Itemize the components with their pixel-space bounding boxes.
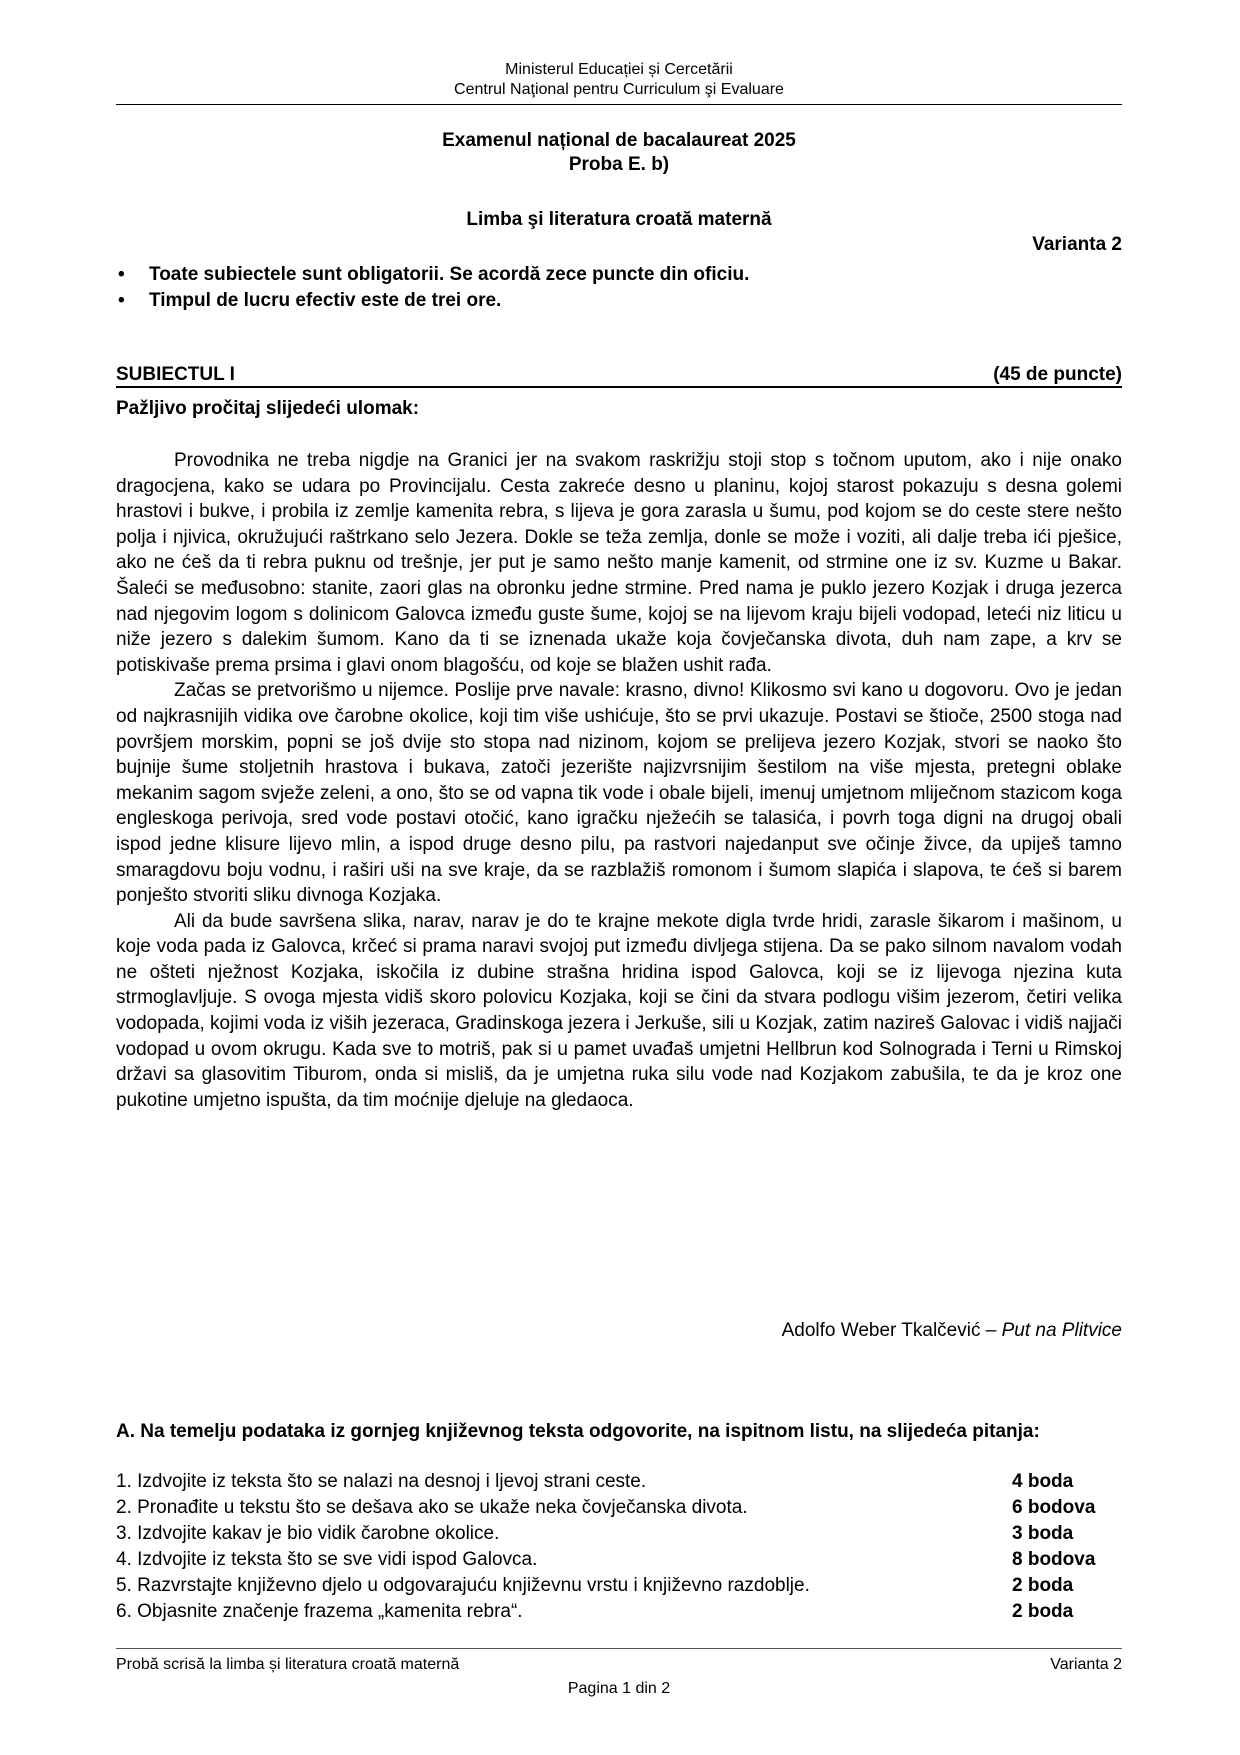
- center-name: Centrul Naţional pentru Curriculum şi Evaluare: [454, 81, 784, 98]
- question-points: 3 boda: [1012, 1523, 1074, 1544]
- question-row: [116, 1547, 1122, 1573]
- question-row: [116, 1599, 1122, 1625]
- passage-paragraph: Provodnika ne treba nigdje na Granici jer na svakom raskrižju stoji stop s točnom uputom, ako i nije onako dragocjena, kako se udara po Provincijalu. Cesta zakreće desno u planinu, kojoj starost pokazuju s desna golemi hrastovi i bukve, i probila iz zemlje kamenita rebra, s lijeva je gora zarasla u šumu, pod kojom se do ceste stere nešto polja i njivica, okružujući raštrkano selo Jezera. Dokle se teža zemlja, donle se može i voziti, ali dalje treba ići pješice, ako ne ćeš da ti rebra puknu od trešnje, jer put je samo nešto manje kamenit, od strmine one iz sv. Kuzme u Bakar. Šaleći se međusobno: stanite, zaori glas na obronku jedne strmine. Pred nama je puklo jezero Kozjak i druga jezerca nad njegovim logom s dolinicom Galovca između guste šume, kojoj se na lijevom kraju bijeli vodopad, leteći niz liticu u niže jezero s dalekim šumom. Kano da ti se iznenada ukaže koja čovječanska divota, duh nam zape, a krv se potiskivaše prema prsima i glavi onom blagošću, od koje se blažen ushit rađa.: [116, 450, 1122, 676]
- rule-text: Toate subiectele sunt obligatorii. Se acordă zece puncte din oficiu.: [149, 264, 750, 285]
- question-text: 1. Izdvojite iz teksta što se nalazi na desnoj i ljevoj strani ceste.: [116, 1471, 647, 1492]
- section-heading: [116, 364, 1122, 388]
- exam-proba: Proba E. b): [568, 154, 670, 175]
- attribution-dash: –: [980, 1320, 1002, 1341]
- passage-paragraph: Začas se pretvorišmo u nijemce. Poslije prve navale: krasno, divno! Klikosmo svi kano u dogovoru. Ovo je jedan od najkrasnijih vidika ove čarobne okolice, koji tim više ushićuje, što se prvi ukazuje. Postavi se štioče, 2500 stoga nad površjem morskim, popni se još dvije sto stopa nad nizinom, kojom se prelijeva jezero Kozjak, stvori se naoko što bujnije šume stoljetnih hrastova i bukava, zatoči jezerište najizvrsnijim šestilom na više mjesta, pretegni oblake mekanim sagom svježe zeleni, a ono, što se od vapna tik vode i obale bijeli, imenuj umjetnom mliječnom stazicom koga engleskoga perivoja, sred vode postavi otočić, kano igračku nježećih se talasića, i povrh toga digni na drugoj obali ispod jedne klisure lijevo mlin, a ispod druge desno pilu, pa rastvori najedanput sve očinje živce, da upiješ tamno smaragdovu boju vodnu, i raširi uši na sve kraje, da se razblažiš romonom i šumom slapića i slapova, te ćeš si barem ponješto stvoriti sliku divnoga Kozjaka.: [116, 680, 1122, 907]
- question-row: [116, 1495, 1122, 1521]
- variant-label: Varianta 2: [1032, 234, 1122, 255]
- author-name: Adolfo Weber Tkalčević: [781, 1320, 981, 1341]
- page-number: Pagina 1 din 2: [567, 1680, 671, 1697]
- exam-subject: Limba şi literatura croată maternă: [466, 209, 772, 230]
- reading-instruction: Pažljivo pročitaj slijedeći ulomak:: [116, 398, 420, 419]
- reading-passage: [116, 448, 1122, 1113]
- question-text: 3. Izdvojite kakav je bio vidik čarobne okolice.: [116, 1523, 500, 1544]
- question-row: [116, 1521, 1122, 1547]
- question-points: 4 boda: [1012, 1471, 1074, 1492]
- rule-item: [116, 262, 749, 288]
- questions-list: [116, 1469, 1122, 1625]
- bullet-icon: •: [118, 264, 125, 285]
- questions-heading: A. Na temelju podataka iz gornjeg književnog teksta odgovorite, na ispitnom listu, na slijedeća pitanja:: [116, 1421, 1040, 1442]
- passage-paragraph: Ali da bude savršena slika, narav, narav je do te krajne mekote digla tvrde hridi, zarasle šikarom i mašinom, u koje voda pada iz Galovca, krčeć si prama naravi svojoj put između divljega stijena. Da se pako silnom navalom vodah ne ošteti nježnost Kozjaka, iskočila iz dubine strašna hridina ispod Galovca, koji se iz lijevoga njezina kuta strmoglavljuje. S ovoga mjesta vidiš skoro polovicu Kozjaka, koji se čini da stvara podlogu višim jezerom, četiri velika vodopada, kojimi voda iz viših jezeraca, Gradinskoga jezera i Jerkuše, sili u Kozjak, zatim nazireš Galovac i vidiš najjači vodopad u ovom okrugu. Kada sve to motriš, pak si u pamet uvađaš umjetni Hellbrun kod Solnograda i Terni u Rimskoj državi sa glasovitim Tiburom, onda si misliš, da je umjetna ruka silu vode nad Kozjakom zabušila, te da je kroz one pukotine umjetno ispušta, da tim moćnije djeluje na gledaoca.: [116, 910, 1122, 1111]
- exam-rules: [116, 262, 749, 314]
- bullet-icon: •: [118, 290, 125, 311]
- rule-item: [116, 288, 749, 314]
- question-text: 4. Izdvojite iz teksta što se sve vidi ispod Galovca.: [116, 1549, 538, 1570]
- work-title: Put na Plitvice: [1001, 1320, 1122, 1341]
- header-divider: [116, 104, 1122, 105]
- section-points: (45 de puncte): [993, 364, 1122, 385]
- passage-attribution: [782, 1320, 1122, 1342]
- question-row: [116, 1573, 1122, 1599]
- section-title: SUBIECTUL I: [116, 364, 235, 385]
- footer-variant: Varianta 2: [1050, 1656, 1122, 1673]
- footer-exam-name: Probă scrisă la limba și literatura croată maternă: [116, 1656, 460, 1673]
- rule-text: Timpul de lucru efectiv este de trei ore.: [149, 290, 502, 311]
- question-points: 6 bodova: [1012, 1497, 1096, 1518]
- ministry-name: Ministerul Educației și Cercetării: [505, 61, 733, 78]
- footer-divider: [116, 1648, 1122, 1649]
- question-text: 6. Objasnite značenje frazema „kamenita rebra“.: [116, 1601, 523, 1622]
- question-points: 2 boda: [1012, 1575, 1074, 1596]
- question-text: 5. Razvrstajte književno djelo u odgovarajuću književnu vrstu i književno razdoblje.: [116, 1575, 810, 1596]
- question-points: 8 bodova: [1012, 1549, 1096, 1570]
- exam-title: Examenul național de bacalaureat 2025: [442, 130, 796, 151]
- question-text: 2. Pronađite u tekstu što se dešava ako se ukaže neka čovječanska divota.: [116, 1497, 748, 1518]
- question-row: [116, 1469, 1122, 1495]
- question-points: 2 boda: [1012, 1601, 1074, 1622]
